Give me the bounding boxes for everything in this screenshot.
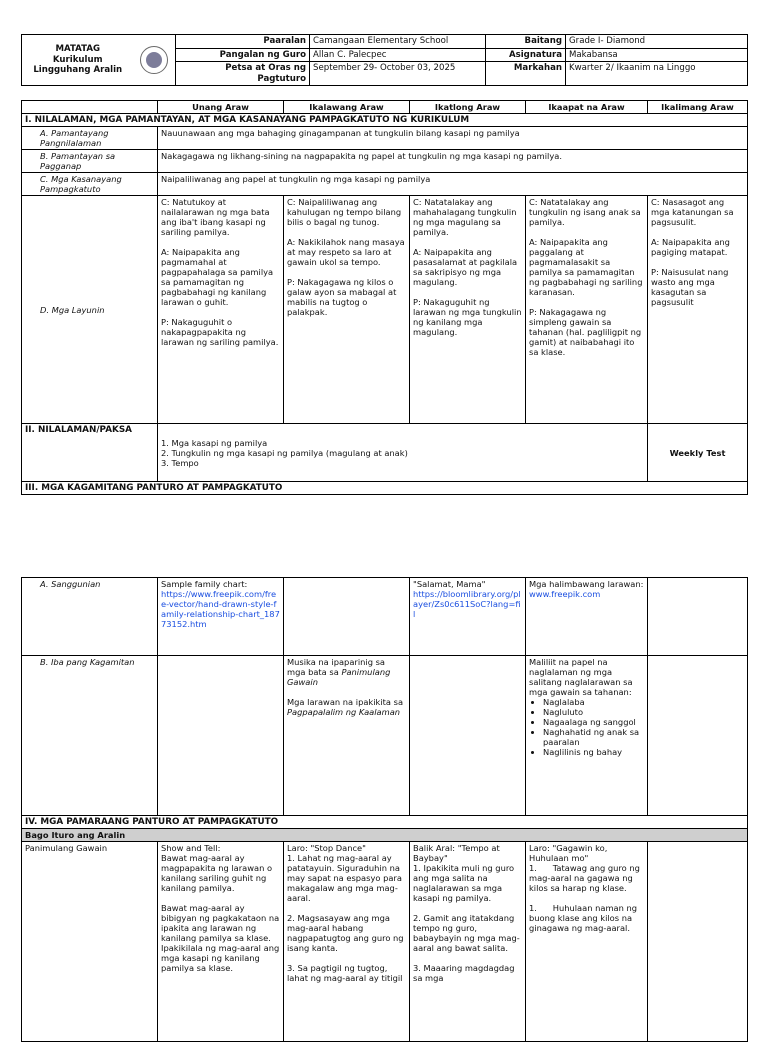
household-chores-list xyxy=(529,697,644,757)
list-item: • Nagaalaga ng sanggol xyxy=(543,717,644,727)
content-standard-text: Nauunawaan ang mga bahaging ginagampanan at tungkulin bilang kasapi ng pamilya xyxy=(158,127,748,150)
references-day-5 xyxy=(648,578,748,656)
date-value: September 29- October 03, 2025 xyxy=(310,62,486,86)
performance-standard-text: Nakagagawa ng likhang-sining na nagpapakita ng papel at tungkulin ng mga kasapi ng pamilya. xyxy=(158,150,748,173)
days-header-row xyxy=(22,101,748,114)
materials-day-1 xyxy=(158,656,284,816)
objectives-label: D. Mga Layunin xyxy=(22,196,158,424)
intro-day-2: Laro: "Stop Dance" 1. Lahat ng mag-aaral ay patatayuin. Siguraduhin na may sapat na espasyo para makagalaw ang mga mag-aaral. 2. Magsasayaw ang mga mag-aaral habang nagpapatugtog ang guro ng isang kanta. 3. Sa pagtigil ng tugtog, lahat ng mag-aaral ay titigil xyxy=(284,842,410,1042)
freepik-link[interactable]: www.freepik.com xyxy=(529,589,601,599)
subject-label: Asignatura xyxy=(486,48,566,62)
topic-item: 1. Mga kasapi ng pamilya xyxy=(161,437,268,448)
deped-seal xyxy=(134,35,176,86)
content-standard-label: A. Pamantayang Pangnilalaman xyxy=(22,127,158,150)
day-5-header: Ikalimang Araw xyxy=(648,101,748,114)
list-item: • Naghahatid ng anak sa paaralan xyxy=(543,727,644,747)
quarter-label: Markahan xyxy=(486,62,566,86)
performance-standard-label: B. Pamantayan sa Pagganap xyxy=(22,150,158,173)
objectives-day-1: C: Natutukoy at nailalarawan ng mga bata ang iba't ibang kasapi ng sariling pamilya. A: Naipapakita ang pagmamahal at pagpapahalaga sa pamilya sa pamamagitan ng pagbabahagi ng kanilang larawan o guhit. P: Nakaguguhit o nakapagpapakita ng larawan ng sariling pamilya. xyxy=(158,196,284,424)
topic-item: 2. Tungkulin ng mga kasapi ng pamilya (magulang at anak) xyxy=(161,447,408,458)
topics-list xyxy=(158,424,648,482)
topic-item: 3. Tempo xyxy=(161,457,199,468)
section-4-title: IV. MGA PAMARAANG PANTURO AT PAMPAGKATUTO xyxy=(22,816,748,829)
before-lesson-subheader: Bago Ituro ang Aralin xyxy=(22,829,748,842)
lesson-table-part2 xyxy=(21,577,748,1042)
competency-text: Naipaliliwanag ang papel at tungkulin ng mga kasapi ng pamilya xyxy=(158,173,748,196)
materials-day-3 xyxy=(410,656,526,816)
school-value: Camangaan Elementary School xyxy=(310,35,486,49)
intro-activity-label: Panimulang Gawain xyxy=(22,842,158,1042)
materials-day-2: Musika na ipaparinig sa mga bata sa Panimulang Gawain Mga larawan na ipakikita sa Pagpapalalim ng Kaalaman xyxy=(284,656,410,816)
teacher-label: Pangalan ng Guro xyxy=(176,48,310,62)
list-item: • Naglilinis ng bahay xyxy=(543,747,644,757)
intro-day-5 xyxy=(648,842,748,1042)
teacher-value: Allan C. Palecpec xyxy=(310,48,486,62)
school-label: Paaralan xyxy=(176,35,310,49)
other-materials-label: B. Iba pang Kagamitan xyxy=(22,656,158,816)
date-label: Petsa at Oras ng Pagtuturo xyxy=(176,62,310,86)
objectives-day-5: C: Nasasagot ang mga katanungan sa pagsusulit. A: Naipapakita ang pagiging matapat. P: Naisusulat nang wasto ang mga kasagutan sa pagsusulit xyxy=(648,196,748,424)
grade-value: Grade I- Diamond xyxy=(566,35,748,49)
day-2-header: Ikalawang Araw xyxy=(284,101,410,114)
materials-day-4: Maliliit na papel na naglalaman ng mga salitang naglalarawan sa mga gawain sa tahanan: • Naglalaba • Nagluluto • Nagaalaga ng sanggol • Naghahatid ng anak sa paaralan • Naglilinis ng bahay xyxy=(526,656,648,816)
intro-day-3: Balik Aral: "Tempo at Baybay" 1. Ipakikita muli ng guro ang mga salita na naglalarawan sa mga kasapi ng pamilya. 2. Gamit ang itatakdang tempo ng guro, babaybayin ng mga mag-aaral ang bawat salita. 3. Maaaring magdagdag sa mga xyxy=(410,842,526,1042)
intro-day-1: Show and Tell: Bawat mag-aaral ay magpapakita ng larawan o kanilang sariling guhit ng kanilang pamilya. Bawat mag-aaral ay bibigyan ng pagkakataon na ipakita ang larawan ng kanilang pamilya sa klase. Ipakikilala ng mag-aaral ang mga kasapi ng kanilang pamilya sa klase. xyxy=(158,842,284,1042)
bloom-library-link[interactable]: https://bloomlibrary.org/player/Zs0c611SoC?lang=fil xyxy=(413,589,521,619)
intro-day-4: Laro: "Gagawin ko, Huhulaan mo" 1. Tatawag ang guro ng mag-aaral na gagawa ng kilos sa harap ng klase. 1. Huhulaan naman ng buong klase ang kilos na ginagawa ng mag-aaral. xyxy=(526,842,648,1042)
subject-value: Makabansa xyxy=(566,48,748,62)
header-table xyxy=(21,34,748,86)
lesson-table-part1 xyxy=(21,100,748,495)
day-1-header: Unang Araw xyxy=(158,101,284,114)
materials-day-5 xyxy=(648,656,748,816)
section-2-title: II. NILALAMAN/PAKSA xyxy=(22,424,158,482)
quarter-value: Kwarter 2/ Ikaanim na Linggo xyxy=(566,62,748,86)
seal-icon xyxy=(140,46,168,74)
references-day-2 xyxy=(284,578,410,656)
day-4-header: Ikaapat na Araw xyxy=(526,101,648,114)
objectives-day-3: C: Natatalakay ang mahahalagang tungkulin ng mga magulang sa pamilya. A: Naipapakita ang pasasalamat at pagkilala sa sakripisyo ng mga magulang. P: Nakaguguhit ng larawan ng mga tungkulin ng kanilang mga magulang. xyxy=(410,196,526,424)
day-3-header: Ikatlong Araw xyxy=(410,101,526,114)
references-day-3: "Salamat, Mama" https://bloomlibrary.org/player/Zs0c611SoC?lang=fil xyxy=(410,578,526,656)
competency-label: C. Mga Kasanayang Pampagkatuto xyxy=(22,173,158,196)
references-day-4: Mga halimbawang larawan: www.freepik.com xyxy=(526,578,648,656)
references-day-1: Sample family chart: https://www.freepik.com/free-vector/hand-drawn-style-family-relationship-chart_18773152.htm xyxy=(158,578,284,656)
objectives-day-4: C: Natatalakay ang tungkulin ng isang anak sa pamilya. A: Naipapakita ang paggalang at pagmamalasakit sa pamilya sa pamamagitan ng pagbabahagi ng sariling karanasan. P: Nakagagawa ng simpleng gawain sa tahanan (hal. pagliligpit ng gamit) at naibabahagi ito sa klase. xyxy=(526,196,648,424)
section-3-title: III. MGA KAGAMITANG PANTURO AT PAMPAGKATUTO xyxy=(22,482,748,495)
family-chart-link[interactable]: https://www.freepik.com/free-vector/hand-drawn-style-family-relationship-chart_18773152.htm xyxy=(161,589,280,629)
curriculum-title: MATATAG Kurikulum Lingguhang Aralin xyxy=(22,35,134,86)
list-item: • Nagluluto xyxy=(543,707,644,717)
objectives-day-2: C: Naipaliliwanag ang kahulugan ng tempo bilang bilis o bagal ng tunog. A: Nakikilahok nang masaya at may respeto sa laro at gawain ukol sa tempo. P: Nakagagawa ng kilos o galaw ayon sa mabagal at mabilis na tugtog o palakpak. xyxy=(284,196,410,424)
references-label: A. Sanggunian xyxy=(22,578,158,656)
grade-label: Baitang xyxy=(486,35,566,49)
section-1-title: I. NILALAMAN, MGA PAMANTAYAN, AT MGA KASANAYANG PAMPAGKATUTO NG KURIKULUM xyxy=(22,114,748,127)
list-item: • Naglalaba xyxy=(543,697,644,707)
weekly-test: Weekly Test xyxy=(648,424,748,482)
